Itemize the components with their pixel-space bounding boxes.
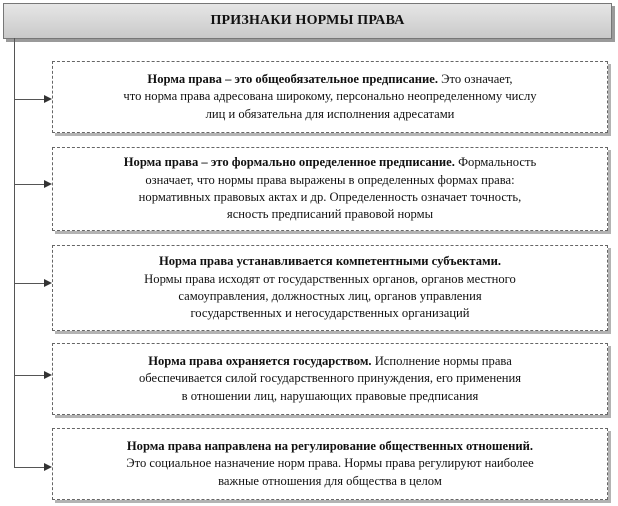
feature-description-2: Формальность означает, что нормы права выражены в определенных формах права: нормативных правовых актах и др. Определенность означает точность, ясность предписаний правовой нормы — [138, 155, 537, 222]
diagram-title — [3, 3, 612, 39]
feature-text-3 — [144, 253, 516, 323]
arrow-4 — [44, 371, 52, 379]
arrow-1 — [44, 95, 52, 103]
feature-heading-1: Норма права – это общеобязательное предписание. — [147, 71, 439, 86]
arrow-5 — [44, 463, 52, 471]
feature-box-5 — [52, 428, 608, 500]
vertical-connector-line — [14, 38, 15, 468]
arrow-3 — [44, 279, 52, 287]
feature-text-1 — [123, 71, 536, 123]
feature-heading-2: Норма права – это формально определенное предписание. — [123, 155, 455, 170]
feature-description-3: Нормы права исходят от государственных органов, органов местного самоуправления, должностных лиц, органов управления государственных и негосударственных организаций — [144, 271, 516, 321]
feature-heading-5: Норма права направлена на регулирование общественных отношений. — [126, 438, 534, 453]
feature-box-3 — [52, 245, 608, 331]
feature-box-2 — [52, 147, 608, 231]
feature-description-4: Исполнение нормы права обеспечивается силой государственного принуждения, его применения в отношении лиц, нарушающих правовые предписания — [138, 353, 522, 403]
arrow-2 — [44, 180, 52, 188]
feature-description-5: Это социальное назначение норм права. Нормы права регулируют наиболее важные отношения для общества в целом — [126, 456, 534, 488]
feature-text-4 — [139, 353, 521, 405]
feature-box-4 — [52, 343, 608, 415]
feature-text-2 — [124, 154, 536, 224]
diagram-title-text: ПРИЗНАКИ НОРМЫ ПРАВА — [210, 13, 405, 28]
feature-description-1: Это означает, что норма права адресована широкому, персонально неопределенному числу лиц и обязательна для исполнения адресатами — [123, 71, 537, 121]
feature-heading-3: Норма права устанавливается компетентными субъектами. — [158, 254, 502, 269]
feature-heading-4: Норма права охраняется государством. — [148, 353, 372, 368]
feature-box-1 — [52, 61, 608, 133]
feature-text-5 — [126, 438, 533, 490]
